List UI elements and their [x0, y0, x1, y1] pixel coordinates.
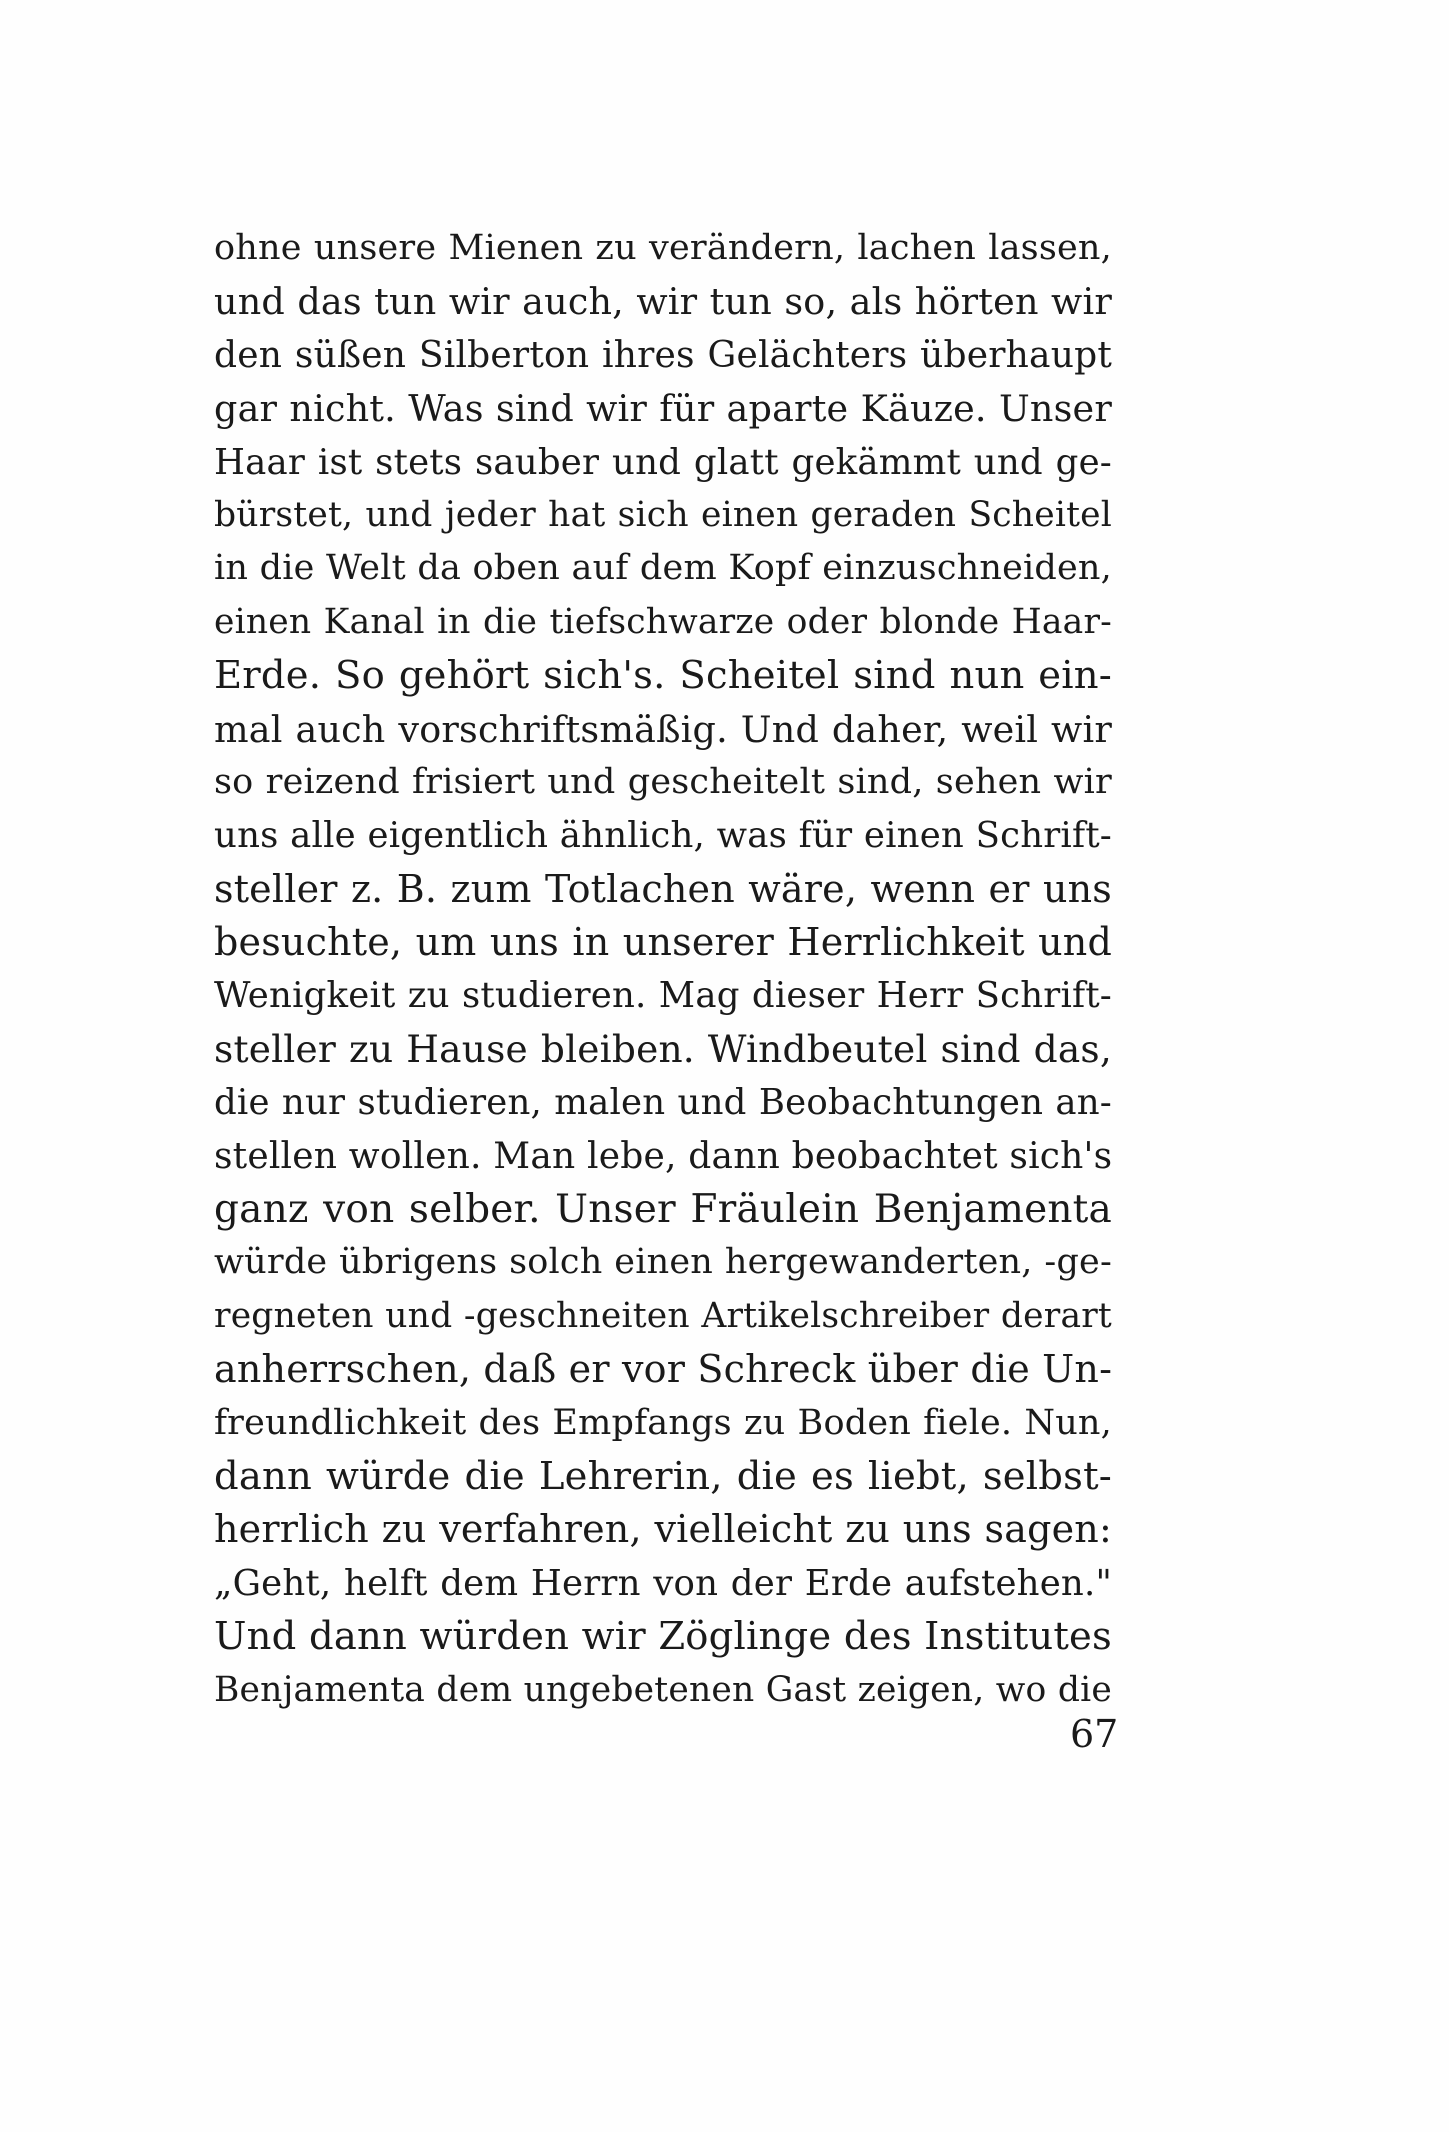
- text-line: die nur studieren, malen und Beobachtungen an-: [214, 1082, 1112, 1124]
- text-line: so reizend frisiert und gescheitelt sind, sehen wir: [214, 761, 1112, 802]
- text-line: steller zu Hause bleiben. Windbeutel sind das,: [214, 1026, 1112, 1071]
- text-line: Benjamenta dem ungebetenen Gast zeigen, wo die: [214, 1669, 1112, 1710]
- text-line: ohne unsere Mienen zu verändern, lachen lassen,: [214, 228, 1112, 268]
- text-line: uns alle eigentlich ähnlich, was für einen Schrift-: [214, 815, 1112, 857]
- text-line: stellen wollen. Man lebe, dann beobachtet sich's: [214, 1135, 1113, 1177]
- text-line: freundlichkeit des Empfangs zu Boden fiele. Nun,: [214, 1402, 1112, 1443]
- body-text: [214, 222, 1112, 1717]
- text-line: gar nicht. Was sind wir für aparte Käuze. Unser: [214, 387, 1112, 431]
- text-line: Erde. So gehört sich's. Scheitel sind nun ein-: [214, 653, 1112, 699]
- text-line: Wenigkeit zu studieren. Mag dieser Herr Schrift-: [214, 975, 1112, 1017]
- text-line: steller z. B. zum Totlachen wäre, wenn er uns: [214, 866, 1112, 911]
- text-line: mal auch vorschriftsmäßig. Und daher, weil wir: [214, 707, 1112, 751]
- text-line: würde übrigens solch einen hergewanderten, -ge-: [214, 1242, 1112, 1283]
- text-line: ganz von selber. Unser Fräulein Benjamenta: [214, 1187, 1112, 1233]
- text-line: regneten und -geschneiten Artikelschreiber derart: [214, 1295, 1112, 1336]
- text-line: einen Kanal in die tiefschwarze oder blonde Haar-: [214, 601, 1112, 642]
- text-line: bürstet, und jeder hat sich einen geraden Scheitel: [214, 494, 1112, 535]
- text-line: herrlich zu verfahren, vielleicht zu uns sagen:: [214, 1507, 1112, 1552]
- text-line: Haar ist stets sauber und glatt gekämmt und ge-: [214, 441, 1112, 483]
- page-number: 67: [1070, 1712, 1119, 1756]
- text-line: und das tun wir auch, wir tun so, als hörten wir: [214, 280, 1112, 324]
- text-line: „Geht, helft dem Herrn von der Erde aufstehen.": [214, 1562, 1112, 1604]
- text-line: in die Welt da oben auf dem Kopf einzuschneiden,: [214, 548, 1112, 589]
- text-line: anherrschen, daß er vor Schreck über die Un-: [214, 1347, 1113, 1392]
- text-line: besuchte, um uns in unserer Herrlichkeit und: [214, 920, 1112, 965]
- text-line: Und dann würden wir Zöglinge des Institutes: [214, 1614, 1112, 1660]
- text-line: dann würde die Lehrerin, die es liebt, selbst-: [214, 1453, 1112, 1499]
- text-line: den süßen Silberton ihres Gelächters überhaupt: [214, 334, 1112, 376]
